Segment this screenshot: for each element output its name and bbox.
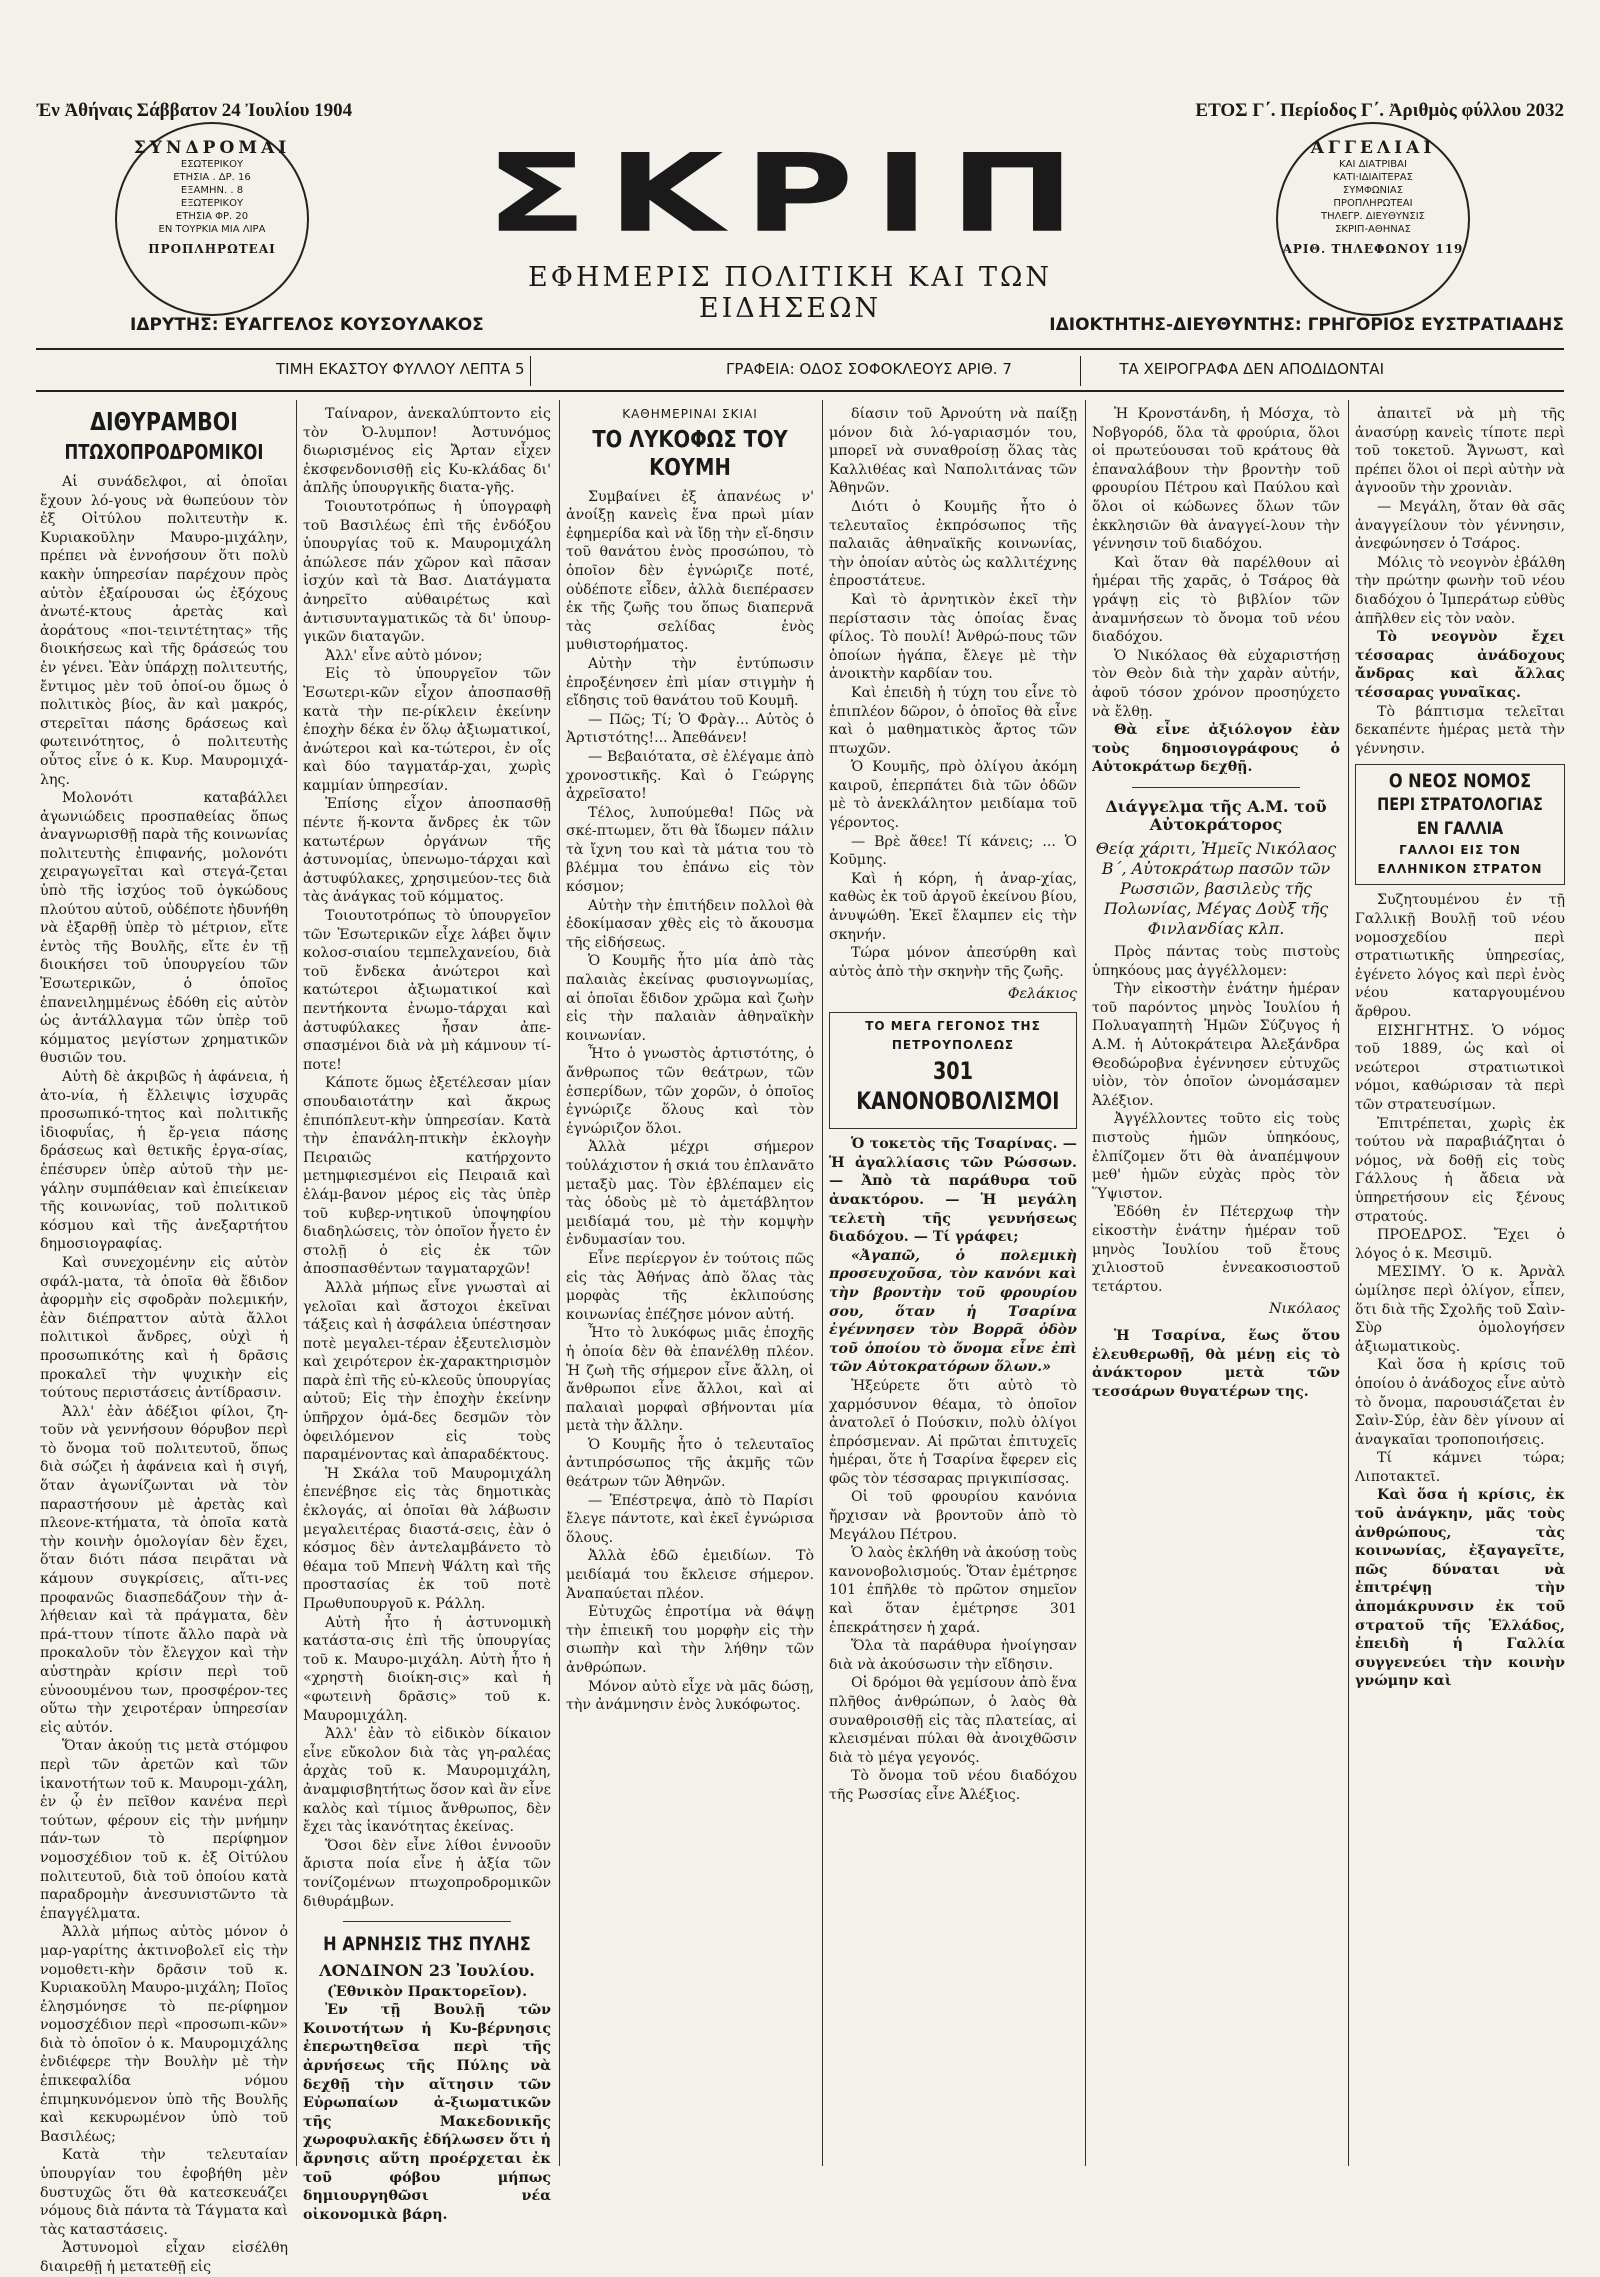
subscription-title: ΣΥΝΔΡΟΜΑΙ (133, 138, 291, 158)
paragraph: Ἡ Σκάλα τοῦ Μαυρομιχάλη ἐπενέβησε εἰς τὰς δημοτικὰς ἐκλογάς, αἱ ὁποῖαι θὰ λάβωσιν μεγαλειτέρας διαστά-σεις, ἐὰν ὁ κόσμος δὲν ἀντελαμβάνετο τὸ θέαμα τοῦ Μπενὴ Ψάλτη καὶ τῆς προστασίας ἐκ τοῦ ποτὲ Πρωθυπουργοῦ κ. Ράλλη. (303, 1465, 551, 1612)
paragraph: Καὶ τὸ ἀρνητικὸν ἐκεῖ τὴν περίστασιν τὰς ὁποίας ἔνας φίλος. Τὸ πουλί! Ἀνθρώ-πους τῶν ὁποίων ἠγάπα, ἔλεγε μὲ τὴν ἀνοικτὴν καρδίαν του. (829, 591, 1077, 683)
news-header-box (829, 1012, 1077, 1129)
advertisements-bottom: ΑΡΙΘ. ΤΗΛΕΦΩΝΟΥ 119 (1282, 242, 1464, 256)
paragraph: Ὁ Νικόλαος θὰ εὐχαριστήσῃ τὸν Θεὸν διὰ τὴν χαρὰν αὐτήν, ἀφοῦ τόσον χρόνον προσηύχετο νὰ ἔλθῃ. (1092, 647, 1340, 720)
subscription-line: ΕΤΗΣΙΑ . ΔΡ. 16 (173, 172, 251, 183)
issue-number: ΕΤΟΣ Γ΄. Περίοδος Γ΄. Ἀριθμὸς φύλλου 2032 (1195, 100, 1564, 121)
news-kicker: ΤΟ ΜΕΓΑ ΓΕΓΟΝΟΣ ΤΗΣ ΠΕΤΡΟΥΠΟΛΕΩΣ (865, 1019, 1041, 1052)
price-info: ΤΙΜΗ ΕΚΑΣΤΟΥ ΦΥΛΛΟΥ ΛΕΠΤΑ 5 (276, 360, 525, 378)
paragraph: ἀπαιτεῖ νὰ μὴ τῆς ἀνασύρῃ κανεὶς τίποτε περὶ τοῦ τοκετοῦ. Ἄγνωστ, καὶ πρέπει ὅλοι οἱ περὶ αὐτὴν νὰ ἀγνοοῦν τὴν χρονιὰν. (1355, 406, 1565, 497)
advertisements-line: ΠΡΟΠΛΗΡΩΤΕΑΙ (1333, 198, 1413, 209)
paragraph: Ὁ Κουμῆς, πρὸ ὀλίγου ἀκόμη καιροῦ, ἐπερπάτει διὰ τῶν ὁδῶν μὲ τὸ ἀνεκλάλητον μειδίαμα τοῦ γέροντος. (829, 759, 1077, 832)
subscription-bottom: ΠΡΟΠΛΗΡΩΤΕΑΙ (148, 242, 276, 256)
article-subheadline: ΠΤΩΧΟΠΡΟΔΡΟΜΙΚΟΙ (64, 440, 264, 464)
telegram-text: Ἐν τῇ Βουλῇ τῶν Κοινοτήτων ἡ Κυ-βέρνησις ἐπερωτηθεῖσα περὶ τῆς ἀρνήσεως τῆς Πύλης νὰ δεχθῇ τὴν αἴτησιν τῶν Εὐρωπαίων ἀ-ξιωματικῶν τῆς Μακεδονικῆς χωροφυλακῆς ἐδήλωσεν ὅτι ἡ ἄρνησις αὕτη προέρχεται ἐκ τοῦ φόβου μήπως δημιουργηθῶσι νέα οἰκονομικὰ βάρη. (303, 2002, 551, 2223)
column-5 (1092, 405, 1340, 2166)
paragraph: Τὸ ὄνομα τοῦ νέου διαδόχου τῆς Ρωσσίας εἶνε Ἀλέξιος. (829, 1768, 1077, 1803)
column-1 (40, 405, 288, 2275)
paragraph: Οἱ δρόμοι θὰ γεμίσουν ἀπὸ ἕνα πλῆθος ἀνθρώπων, ὁ λαὸς θὰ συναθροισθῇ εἰς τὰς πλατείας, αἱ κλεισμέναι πύλαι θὰ ἀνοιχθῶσιν διὰ τὸ μέγα γεγονός. (829, 1675, 1077, 1766)
paragraph: δίασιν τοῦ Ἀρνούτη νὰ παίξῃ μόνον διὰ λό-γαριασμόν του, μπορεῖ νὰ συναθροίσῃ ὅλας τὰς Καλλιθέας καὶ Ναπολιτάνας τῶν Ἀθηνῶν. (829, 406, 1077, 497)
masthead-rule-bottom (36, 390, 1564, 392)
advertisements-line: ΚΑΙ ΔΙΑΤΡΙΒΑΙ (1339, 159, 1407, 170)
paragraph: Τὸ νεογνὸν ἔχει τέσσαρας ἀνάδοχους ἄνδρας καὶ ἄλλας τέσσαρας γυναῖκας. (1355, 629, 1565, 701)
newspaper-title: ΣΚΡΙΠ (485, 131, 1095, 257)
paragraph: Ἀλλὰ μέχρι σήμερον τοὐλάχιστον ἡ σκιά του ἐπλανᾶτο μεταξὺ μας. Τὸν ἐβλέπαμεν εἰς τὰς ὁδοὺς μὲ τὸ ἀμετάβλητον μειδίαμά του, μὲ τὴν κομψὴν ἐνδυμασίαν του. (566, 1139, 814, 1249)
paragraph: Καὶ ἡ κόρη, ἡ ἀναρ-χίας, καθὼς ἐκ τοῦ ἀργοῦ ἐκείνου βίου, ἀνυψώθη. Ἐκεῖ ἔλαμπεν εἰς τὴν σκηνήν. (829, 870, 1077, 943)
paragraph: Ὅσοι δὲν εἶνε λίθοι ἐννοοῦν ἄριστα ποία εἶνε ἡ ἀξία τῶν τονίζομένων πτωχοπροδρομικῶν διθυράμβων. (303, 1837, 551, 1910)
paragraph: Ὅλα τὰ παράθυρα ἠνοίγησαν διὰ νὰ ἀκούσωσιν τὴν εἴδησιν. (829, 1638, 1077, 1673)
news-lead: Ὁ τοκετὸς τῆς Τσαρίνας. — Ἡ ἀγαλλίασις τῶν Ρώσσων. — Ἀπὸ τὰ παράθυρα τοῦ ἀνακτόρου. — Ἡ μεγάλη τελετὴ τῆς γεννήσεως διαδόχου. — Τί γράφει; (829, 1136, 1077, 1246)
dateline: Ἐν Ἀθήναις Σάββατον 24 Ἰουλίου 1904 (36, 100, 353, 121)
paragraph: Ἀλλὰ μήπως εἶνε γνωσταὶ αἱ γελοῖαι καὶ ἄστοχοι ἐκεῖναι τάξεις καὶ ἡ ἀσφάλεια ὑπέστησαν ποτὲ μεγαλει-τέραν ἐξευτελισμὸν καὶ χειρότερον ἐκ-χαρακτηρισμὸν παρὰ ἐπὶ τῆς εὐ-κλεοῦς ὑπουργίας αὐτοῦ; Εἰς τὴν ἐποχὴν ἐκείνην ὑπῆρχον ὁμά-δες δεσμῶν τὸν ὀφειλόμενον εἰς τοὺς παραμένοντας καὶ ἀπαραδέκτους. (303, 1279, 551, 1464)
telegram-source: (Ἐθνικὸν Πρακτορεῖον). (326, 1983, 528, 2000)
paragraph: — Μεγάλη, ὅταν θὰ σᾶς ἀναγγείλουν τὸν γέννησιν, ἀνεφώνησεν ὁ Τσάρος. (1355, 498, 1565, 553)
section-divider (343, 1921, 511, 1922)
paragraph: Ὁ Κουμῆς ἦτο μία ἀπὸ τὰς παλαιὰς ἐκείνας φυσιογνωμίας, αἱ ὁποῖαι ἔδιδον χρῶμα καὶ ζωὴν εἰς τὴν παλαιὰν ἀθηναϊκὴν κοινωνίαν. (566, 953, 814, 1044)
founder-line: ΙΔΡΥΤΗΣ: ΕΥΑΓΓΕΛΟΣ ΚΟΥΣΟΥΛΑΚΟΣ (130, 315, 484, 335)
paragraph: Τώρα μόνον ἀπεσύρθη καὶ αὐτὸς ἀπὸ τὴν σκηνὴν τῆς ζωῆς. (829, 945, 1077, 980)
proclamation-signature: Νικόλαος (1269, 1301, 1340, 1318)
paragraph: Ἡ Κρονστάνδη, ἡ Μόσχα, τὸ Νοβγορόδ, ὅλα τὰ φρούρια, ὅλοι οἱ πρωτεύουσαι τοῦ κράτους θὰ ἐπαναλάβουν τὴν βροντὴν τοῦ φρουρίου Πέτρου καὶ Παύλου καὶ ὅλοι οἱ κώδωνες ὅλων τῶν ἐκκλησιῶν θὰ ἀναγγεί-λουν τὴν γέννησιν τοῦ διαδόχου. (1092, 406, 1340, 553)
paragraph: Ἀλλὰ μήπως αὐτὸς μόνον ὁ μαρ-γαρίτης ἀκτινοβολεῖ εἰς τὴν νομοθετι-κὴν δρᾶσιν τοῦ κ. Κυριακοῦλη Μαυρο-μιχάλη; Ποῖος ἐλησμόνησε τὸ πε-ρίφημον νομοσχέδιον περὶ «προσωπι-κῶν» διὰ τὸ ὁποῖον ὁ κ. Μαυρομιχάλης ἐνδιέφερε τὴν Βουλὴν μὲ τὴν ἐπικεφαλίδα νόμου ἐπιμηκυνόμενον ὑπὸ τῆς Βουλῆς καὶ κεκυρωμένον ὑπὸ τοῦ Βασιλέως; (40, 1924, 288, 2145)
info-divider (1080, 356, 1081, 386)
paragraph: Ἦτο ὁ γνωστὸς ἀρτιστότης, ὁ ἄνθρωπος τῶν θεάτρων, τῶν ἑσπερίδων, τῶν χορῶν, ὁ ὁποῖος ἐγνώριζε ὅλους καὶ τὸν ἐγνώριζον ὅλοι. (566, 1046, 814, 1137)
paragraph: Ἦτο τὸ λυκόφως μιᾶς ἐποχῆς ἡ ὁποία δὲν θὰ ἐπανέλθῃ πλέον. Ἡ ζωὴ τῆς σήμερον εἶνε ἄλλη, οἱ ἄνθρωποι εἶνε ἄλλοι, καὶ αἱ παλαιαὶ μορφαὶ σβήνονται μία μετὰ τὴν ἄλλην. (566, 1325, 814, 1435)
paragraph: ΠΡΟΕΔΡΟΣ. Ἔχει ὁ λόγος ὁ κ. Μεσιμῦ. (1355, 1227, 1565, 1262)
info-divider (530, 356, 531, 386)
subscription-badge (115, 122, 309, 316)
paragraph: Μόνον αὐτὸ εἶχε νὰ μᾶς δώσῃ, τὴν ἀνάμνησιν ἑνὸς λυκόφωτος. (566, 1678, 814, 1714)
paragraph: Ἀλλ' εἶνε αὐτὸ μόνον; (325, 647, 483, 664)
column-rule (296, 400, 297, 2166)
paragraph: Διότι ὁ Κουμῆς ἦτο ὁ τελευταῖος ἐκπρόσωπος τῆς παλαιᾶς ἀθηναϊκῆς κοινωνίας, τὴν ὁποίαν αὐτὸς ὡς καλλιτέχνης ἐπροστάτευε. (829, 498, 1077, 590)
paragraph: Τοιουτοτρόπως ἡ ὑπογραφὴ τοῦ Βασιλέως ἐπὶ τῆς ἐνδόξου ὑπουργίας τοῦ κ. Μαυρομιχάλη ἀπώλεσε πάν χῶρον καὶ πᾶσαν ἰσχύν καὶ τὰ Βασ. Διατάγματα ἀνηρεῖτο αὐθαιρέτως καὶ ἀντισυνταγματικῶς τὰ δι' ὑπουρ-γικῶν διαταγῶν. (303, 498, 551, 646)
subscription-line: ΕΣΩΤΕΡΙΚΟΥ (180, 159, 244, 170)
proclamation-decree: Θείᾳ χάριτι, Ἡμεῖς Νικόλαος Β΄, Αὐτοκράτωρ πασῶν τῶν Ρωσσιῶν, βασιλεὺς τῆς Πολωνίας, Μέγας Δοὺξ τῆς Φινλανδίας κλπ. (1095, 839, 1337, 939)
paragraph: Ἀστυνομοὶ εἶχαν εἰσέλθη διαιρεθῇ ἡ μετατεθῇ εἰς (40, 2240, 288, 2275)
paragraph: Καὶ συνεχομένην εἰς αὐτὸν σφάλ-ματα, τὰ ὁποῖα θὰ ἔδιδον ἀφορμὴν εἰς σφοδρὰν πολεμικήν, ἐὰν διέπραττον αὐτὰ ἄλλοι πολιτικοὶ ἄνδρες, οὐχὶ ἡ προσωπικότης καὶ ἡ δρᾶσις προκαλεῖ τὴν ψυχικὴν εἰς τούτους περιστάσεις ἀντίδρασιν. (40, 1254, 288, 1402)
paragraph: — Πῶς; Τί; Ὁ Φρὰγ... Αὐτὸς ὁ Ἀρτιστότης!... Ἀπεθάνεν! (566, 711, 814, 747)
column-4 (829, 405, 1077, 2166)
paragraph: — Ἐπέστρεψα, ἀπὸ τὸ Παρίσι ἔλεγε πάντοτε, καὶ ἐκεῖ ἐγνώρισα ὅλους. (566, 1492, 814, 1546)
subscription-line: ΕΞΩΤΕΡΙΚΟΥ (180, 198, 244, 209)
column-3 (566, 405, 814, 2166)
paragraph: Οἱ τοῦ φρουρίου κανόνια ἤρχισαν νὰ βροντοῦν ἀπὸ τὸ Μεγάλου Πέτρου. (829, 1489, 1077, 1543)
paragraph: Αὐτὴ ἦτο ἡ ἀστυνομικὴ κατάστα-σις ἐπὶ τῆς ὑπουργίας τοῦ κ. Μαυρο-μιχάλη. Αὐτὴ ἦτο ἡ «χρηστὴ διοίκη-σις» καὶ ἡ «φωτεινὴ δρᾶσις» τοῦ κ. Μαυρομιχάλη. (303, 1614, 551, 1724)
paragraph: Ὅταν ἀκούῃ τις μετὰ στόμφου περὶ τῶν ἀρετῶν καὶ τῶν ἱκανοτήτων τοῦ κ. Μαυρομι-χάλη, ἐν ᾧ ἐν πεῖθον κανένα περὶ τούτων, φέρουν εἰς τὴν μνήμην πάν-των τὸ περίφημον νομοσχέδιον τοῦ κ. ἐξ Οἰτύλου πολιτευτοῦ, διὰ τοῦ ὁποίου κατὰ παραδρομὴν ἀνεσυνιστῶντο τὰ ἐπαγγέλματα. (40, 1738, 288, 1922)
paragraph: Ἀλλ' ἐὰν ἀδέξιοι φίλοι, ζη-τοῦν νὰ γεννήσουν θόρυβον περὶ τὸ ὄνομα τοῦ πολιτευτοῦ, ὅπως διὰ σώζει ἡ ἀφάνεια καὶ ἡ σιγή, ὅταν ἀγωνίζωνται νὰ τὸν παραστήσουν μὲ ἀρετὰς καὶ πλεονε-κτήματα, τὰ ὁποῖα κατὰ τὴν κοινὴν ὁμολογίαν δὲν ἔχει, ὅταν διότι πάσα πειρᾶται νὰ κάμουν συγκρίσεις, αἵτι-νες προφανῶς διασπεδάζουν τὴν ἀ-λήθειαν καὶ τὰ πράγματα, δὲν πρά-ττουν τίποτε ἄλλο παρὰ νὰ προκαλοῦν τὸν ἔλεγχον καὶ τὴν αὐστηρὰν κρίσιν περὶ τοῦ εὐνοουμένου των, προσφέρον-τες οὕτω τὴν χειροτέραν ὑπηρεσίαν εἰς αὐτόν. (40, 1403, 288, 1736)
section-kicker: ΚΑΘΗΜΕΡΙΝΑΙ ΣΚΙΑΙ (622, 407, 758, 421)
paragraph: Ἀλλ' ἐὰν τὸ εἰδικὸν δίκαιον εἶνε εὔκολον διὰ τὰς γη-ραλέας ἀρχὰς τοῦ κ. Μαυρομιχάλη, ἀναμφισβητήτως ὅσον καὶ ἂν εἶνε καλὸς καὶ τίμιος ἄνθρωπος, δὲν ἔχει τὰς ἱκανότητας ἐκείνας. (303, 1726, 551, 1836)
info-bar (36, 357, 1564, 385)
paragraph: Τί κάμνει τώρα; Λιποτακτεῖ. (1355, 1450, 1565, 1485)
paragraph: Μόλις τὸ νεογνὸν ἐβάλθη τὴν πρώτην φωνὴν τοῦ νέου διαδόχου ὁ Ἰμπεράτωρ εὐθὺς ἀπῆλθεν εἰς τὸν ναὸν. (1355, 554, 1565, 627)
telegram-dateline: ΛΟΝΔΙΝΟΝ 23 Ἰουλίου. (319, 1961, 535, 1981)
paragraph: Ἀγγέλλοντες τοῦτο εἰς τοὺς πιστοὺς ἡμῶν ὑπηκόους, ἐλπίζομεν ὅτι θὰ ἀναπέμψουν μεθ' ἡμῶν εὐχὰς πρὸς τὸν Ὕψιστον. (1092, 1111, 1340, 1202)
paragraph: — Βεβαιότατα, σὲ ἐλέγαμε ἀπὸ χρονοστικῆς. Καὶ ὁ Γεώργης ἀχρεῖσατο! (566, 748, 814, 803)
paragraph: Καὶ ὅσα ἡ κρίσις τοῦ ὁποίου ὁ ἀνάδοχος εἶνε αὐτὸ τὸ ὄνομα, παρουσιάζεται ἐν Σαὶν-Σύρ, ἐὰν δὲν γίνουν αἱ ἀναγκαῖαι τροποποιήσεις. (1355, 1357, 1565, 1448)
paragraph: Ἀλλὰ ἐδῶ ἐμειδίων. Τὸ μειδίαμά του ἔκλεισε σήμερον. Ἀναπαύεται πλέον. (566, 1548, 814, 1602)
paragraph: Καὶ ὅταν θὰ παρέλθουν αἱ ἡμέραι τῆς χαρᾶς, ὁ Τσάρος θὰ γράψῃ εἰς τὸ βιβλίον τῶν ἀναμνήσεων τὸ ὄνομα τοῦ νέου διαδόχου. (1092, 554, 1340, 646)
paragraph: Αὐτὴν τὴν ἐπιτήδειν πολλοὶ θὰ ἐδοκίμασαν χθὲς εἰς τὸ ἄκουσμα τῆς εἰδήσεως. (566, 897, 814, 951)
paragraph: Τὸ βάπτισμα τελεῖται δεκαπέντε ἡμέρας μετὰ τὴν γέννησιν. (1355, 703, 1565, 757)
paragraph: Συμβαίνει ἐξ ἀπανέως ν' ἀνοίξῃ κανεὶς ἕνα πρωὶ μίαν ἐφημερίδα καὶ νὰ ἴδῃ τὴν εἴ-δησιν τοῦ θανάτου ἑνὸς προσώπου, τὸ ὁποῖον δὲν ἐγνώριζε ποτέ, οὐδέποτε εἶδεν, ἀλλὰ διεπέρασεν ἐκ τῆς ζωῆς του ὅπως διαπερνᾶ τὰς σελίδας ἑνὸς μυθιστορήματος. (566, 488, 814, 654)
paragraph: Συζητουμένου ἐν τῇ Γαλλικῇ Βουλῇ τοῦ νέου νομοσχεδίου περὶ στρατιωτικῆς ὑπηρεσίας, ἐγένετο λόγος καὶ περὶ ἐνὸς νέου καταργουμένου ἄρθρου. (1355, 892, 1565, 1021)
owner-line: ΙΔΙΟΚΤΗΤΗΣ-ΔΙΕΥΘΥΝΤΗΣ: ΓΡΗΓΟΡΙΟΣ ΕΥΣΤΡΑΤΙΑΔΗΣ (1049, 315, 1564, 335)
subscription-line: ΕΤΗΣΙΑ ΦΡ. 20 (175, 211, 249, 222)
paragraph: Μολονότι καταβάλλει ἀγωνιώδεις προσπαθείας ὅπως ἀναγνωρισθῇ παρὰ τῆς κοινωνίας πολιτευτὴς ἐπιφανής, μολονότι χειραγωγεῖται καὶ στεγά-ζεται ὑπὸ τῆς ἰσχύος τοῦ ὀγκώδους πλούτου αὐτοῦ, οὐδέποτε ἠδυνήθη νὰ ἐξαρθῇ ὑπὲρ τὸ μέτριον, εἴτε ἐντὸς τῆς Βουλῆς, εἴτε ἐν τῇ διοικήσει τοῦ ὑπουργείου τῶν Ἐσωτερικῶν, ὁ ὁποῖος ἐπανειλημμένως ἐδόθη εἰς αὐτὸν ὡς ἀντάλλαγμα τῶν ὑπὲρ τοῦ κόμματος μεγίστων χρηματικῶν θυσιῶν του. (40, 790, 288, 1067)
advertisements-badge (1276, 122, 1470, 316)
telegram-headline: Η ΑΡΝΗΣΙΣ ΤΗΣ ΠΥΛΗΣ (323, 1933, 531, 1956)
paragraph: Ὁ λαὸς ἐκλήθη νὰ ἀκούσῃ τοὺς κανονοβολισμούς. Ὅταν ἐμέτρησε 101 ἐπῆλθε τὸ πρῶτον σημεῖον καὶ ὅταν ἐμέτρησε 301 ἐπεκράτησεν ἡ χαρά. (829, 1545, 1077, 1636)
author-signature: Φελάκιος (1007, 986, 1077, 1003)
law-headline: Ο ΝΕΟΣ ΝΟΜΟΣ (1388, 770, 1532, 793)
paragraph: Αὐτὴ δὲ ἀκριβῶς ἡ ἀφάνεια, ἡ ἀτο-νία, ἡ ἔλλειψις ἰσχυρᾶς προσωπικό-τητος καὶ πολιτικῆς ἰδιοφυΐας, ἡ ἔρ-γεια πάσης δράσεως καὶ θετικῆς ἐργα-σίας, ἐπέσυρεν ὑπὲρ αὐτοῦ τὴν με-γάλην συμπάθειαν καὶ ἐπιείκειαν τῆς κοινωνίας, τοῦ πολιτικοῦ κόσμου καὶ τῆς ἀνεξαρτήτου δημοσιογραφίας. (40, 1069, 288, 1253)
advertisements-line: ΤΗΛΕΓΡ. ΔΙΕΥΘΥΝΣΙΣ (1320, 211, 1425, 222)
paragraph: Τέλος, λυπούμεθα! Πῶς νὰ σκέ-πτωμεν, ὅτι θὰ ἴδωμεν πάλιν τὰ ἴχνη του καὶ τὰ μάτια του τὸ βλέμμα του ἐπάνω εἰς τὸν κόσμον; (566, 804, 814, 896)
paragraph: Τοιουτοτρόπως τὸ ὑπουργεῖον τῶν Ἐσωτερικῶν εἶχε λάβει ὄψιν κολοσ-σιαίου τεμπελχανείου, διὰ τοῦ ἔνδεκα ἀνώτεροι καὶ κατώτεροι ἀξιωματικοί καὶ πεντήκοντα ἐνωμο-τάρχαι καὶ ἀστυφύλακες ἦσαν ἀπε-σπασμένοι διὰ νὰ μὴ κάμνουν τί-ποτε! (303, 908, 551, 1073)
paragraph: Ὁ Κουμῆς ἦτο ὁ τελευταῖος ἀντιπρόσωπος τῆς ἀκμῆς τῶν θεάτρων τῶν Ἀθηνῶν. (566, 1436, 814, 1491)
column-rule (1348, 400, 1349, 2166)
paragraph: Εἰς τὸ ὑπουργεῖον τῶν Ἐσωτερι-κῶν εἶχον ἀποσπασθῇ κατὰ τὴν πε-ρίκλειν ἐκείνην ἐποχὴν δέκα ἐν ὅλῳ ἀξιωματικοί, ἀνώτεροι καὶ κα-τώτεροι, ἐν οἷς καὶ δύο ταγματάρ-χαι, χωρὶς καμμίαν ὑπηρεσίαν. (303, 666, 551, 794)
paragraph: Ἡ Τσαρίνα, ἕως ὅτου ἐλευθερωθῇ, θὰ μένῃ εἰς τὸ ἀνάκτορον μετὰ τῶν τεσσάρων θυγατέρων της. (1092, 1327, 1340, 1400)
paragraph: Πρὸς πάντας τοὺς πιστοὺς ὑπηκόους μας ἀγγέλλομεν: (1092, 944, 1340, 979)
article-headline: ΔΙΘΥΡΑΜΒΟΙ (90, 407, 238, 436)
law-header-box (1355, 764, 1565, 885)
paragraph: Εὐτυχῶς ἐπροτίμα νὰ θάψῃ τὴν ἐπιεικῆ του μορφὴν εἰς τὴν σιωπὴν καὶ τὴν λήθην τῶν ἀνθρώπων. (566, 1604, 814, 1676)
paragraph: ΜΕΣΙΜΥ. Ὁ κ. Ἀρνὰλ ὡμίλησε περὶ ὀλίγον, εἶπεν, ὅτι διὰ τῆς Σχολῆς τοῦ Σαὶν-Σὺρ ὁμολογήσεν ἀξιωματικοὺς. (1355, 1264, 1565, 1355)
paragraph: Αἱ συνάδελφοι, αἱ ὁποῖαι ἔχουν λό-γους νὰ θωπεύουν τὸν ἐξ Οἰτύλου πολιτευτὴν κ. Κυριακοῦλην Μαυρο-μιχάλην, πρέπει νὰ ἐννοήσουν ὅτι πολὺ κακὴν ὑπηρεσίαν παρέχουν πρὸς αὐτὸν ἐξαίρουσαι ὡς ἐξόχους ἀνωτέ-κτους ἀρετὰς καὶ ἀοράτους «ποι-τειντέτητας» τῆς διοικήσεως καὶ τῆς δράσεώς του ἐν γένει. Ἐὰν ὑπάρχῃ πολιτευτής, ἔντιμος μὲν τοῦ ὁποί-ου ὅμως ὁ πολιτικὸς βίος, ἂν καὶ μακρός, στερεῖται πάσης δράσεως καὶ φωτεινότητος, ὁ πολιτευτὴς οὗτος εἶνε ὁ κ. Κυρ. Μαυρομιχά-λης. (40, 474, 288, 788)
column-rule (559, 400, 560, 2166)
paragraph: Καὶ ἐπειδὴ ἡ τύχη του εἶνε τὸ ἐπιπλέον δῶρον, ὁ ὁποῖος θὰ εἶνε καὶ ὁ μαθηματικὸς ἄρτος τῶν πτωχῶν. (829, 684, 1077, 757)
advertisements-title: ΑΓΓΕΛΙΑΙ (1310, 138, 1436, 158)
paragraph: Εἶνε περίεργον ἐν τούτοις πῶς εἰς τὰς Ἀθήνας ἀπὸ ὅλας τὰς μορφὰς τῆς ἐκλιπούσης κοινωνίας ἐπέζησε μόνον αὐτή. (566, 1250, 814, 1323)
subscription-line: ΕΞΑΜΗΝ. . 8 (180, 185, 244, 196)
paragraph: ΕΙΣΗΓΗΤΗΣ. Ὁ νόμος τοῦ 1889, ὡς καὶ οἱ νεώτεροι στρατιωτικοὶ νόμοι, καθώρισαν τὰ περὶ τῶν στρατευσίμων. (1355, 1022, 1565, 1113)
paragraph: Ἠξεύρετε ὅτι αὐτὸ τὸ χαρμόσυνον θέαμα, τὸ ὁποῖον ἀνατολεῖ ὁ Πούσκιν, πολὺ ὀλίγοι ἐπρόσμεναν. Αἱ πρῶται ἐπιτυχεῖς ἡμέραι, ὅτε ἡ Τσαρίνα ἔφερεν εἰς φῶς τὸν τέσσαρας πριγκιπίσσας. (829, 1377, 1077, 1487)
paragraph: Ταίναρον, ἀνεκαλύπτοντο εἰς τὸν Ὀ-λυμπον! Ἀστυνόμος διωρισμένος εἰς Ἄρταν εἶχεν ἐκσφενδονισθῇ εἰς Κυ-κλάδας δι' ἁπλῆς ὑπουργικῆς διατα-γῆς. (303, 406, 551, 497)
column-2 (303, 405, 551, 2223)
news-headline: 301 ΚΑΝΟΝΟΒΟΛΙΣΜΟΙ (856, 1057, 1060, 1116)
masthead-rule-top (36, 348, 1564, 350)
column-rule (822, 400, 823, 2166)
paragraph: Ἐπιτρέπεται, χωρὶς ἐκ τούτου νὰ παραβιάζηται ὁ νόμος, νὰ δοθῇ εἰς τοὺς Γάλλους ἡ ἄδεια νὰ ὑπηρετήσουν εἰς ξένους στρατούς. (1355, 1115, 1565, 1225)
masthead-topline (36, 100, 1564, 122)
advertisements-line: ΣΚΡΙΠ-ΑΘΗΝΑΣ (1335, 224, 1411, 235)
paragraph: Καὶ ὅσα ἡ κρίσις, ἐκ τοῦ ἀνάγκην, μᾶς τοὺς ἀνθρώπους, τὰς κοινωνίας, ἐξαγαγεῖτε, πῶς δύναται νὰ ἐπιτρέψῃ τὴν ἀπομάκρυνσιν ἐκ τοῦ στρατοῦ τῆς Ἑλλάδος, ἐπειδὴ ἡ Γαλλία συγγενεύει τὴν κοινὴν γνώμην καὶ (1355, 1487, 1565, 1690)
paragraph: Τὴν εἰκοστὴν ἐνάτην ἡμέραν τοῦ παρόντος μηνὸς Ἰουλίου ἡ Πολυαγαπητὴ Ἡμῶν Σύζυγος ἡ Α.Μ. ἡ Αὐτοκράτειρα Ἀλεξάνδρα Θεοδώροβνα ἐγέννησεν εὐτυχῶς υἱὸν, τὸν ὁποῖον ὠνομάσαμεν Ἀλέξιον. (1092, 981, 1340, 1109)
paragraph: — Βρὲ ἄθεε! Τί κάνεις; ... Ὁ Κοῦμης. (829, 833, 1077, 869)
proclamation-heading: Διάγγελμα τῆς Α.Μ. τοῦ Αὐτοκράτορος (1105, 796, 1327, 835)
paragraph: Ἐπίσης εἶχον ἀποσπασθῇ πέντε ἥ-κοντα ἄνδρες ἐκ τῶν κατωτέρων ὀργάνων τῆς ἀστυνομίας, ὑπενωμο-τάρχαι καὶ ἀστυφύλακες, χρησιμεύον-τες διὰ τὰς ἀνάγκας τοῦ κόμματος. (303, 796, 551, 906)
paragraph: Ἐδόθη ἐν Πέτερχωφ τὴν εἰκοστὴν ἐνάτην ἡμέραν τοῦ μηνὸς Ἰουλίου τοῦ ἔτους χιλιοστοῦ ἐννεακοσιοστοῦ τετάρτου. (1092, 1204, 1340, 1295)
office-info: ΓΡΑΦΕΙΑ: ΟΔΟΣ ΣΟΦΟΚΛΕΟΥΣ ΑΡΙΘ. 7 (726, 360, 1012, 378)
advertisements-line: ΚΑΤΙ·ΙΔΙΑΙΤΕΡΑΣ (1333, 172, 1413, 183)
news-quote: «Ἀγαπῶ, ὁ πολεμικὴ προσευχοῦσα, τὸν κανόνι καὶ τὴν βροντὴν τοῦ φρουρίου σου, ὅταν ἡ Τσαρίνα ἐγέννησεν τὸν Βορρᾶ ὁδὸν τοῦ ὁποίου τὸ ὄνομα εἶνε ἐπὶ τῶν Αὐτοκρατόρων ὅλων.» (829, 1247, 1077, 1376)
subscription-line: ΕΝ ΤΟΥΡΚΙΑ ΜΙΑ ΛΙΡΑ (158, 224, 266, 235)
column-rule (1085, 400, 1086, 2166)
paragraph: Κατὰ τὴν τελευταίαν ὑπουργίαν του ἐφοβήθη μὲν δυστυχῶς ὅτι θὰ κατεσκευάζει νόμους διὰ πάντα τὰ Τάγματα καὶ τὰς καταστάσεις. (40, 2147, 288, 2238)
column-6 (1355, 405, 1565, 2166)
paragraph: Αὐτὴν τὴν ἐντύπωσιν ἐπροξένησεν ἐπὶ μίαν στιγμὴν ἡ εἴδησις τοῦ θανάτου τοῦ Κουμῆ. (566, 655, 814, 710)
law-subheadline: ΓΑΛΛΟΙ ΕΙΣ ΤΟΝ ΕΛΛΗΝΙΚΟΝ ΣΤΡΑΤΟΝ (1377, 843, 1543, 876)
law-headline-2: ΠΕΡΙ ΣΤΡΑΤΟΛΟΓΙΑΣ ΕΝ ΓΑΛΛΙΑ (1377, 795, 1543, 840)
advertisements-line: ΣΥΜΦΩΝΙΑΣ (1342, 185, 1404, 196)
manuscripts-info: ΤΑ ΧΕΙΡΟΓΡΑΦΑ ΔΕΝ ΑΠΟΔΙΔΟΝΤΑΙ (1119, 360, 1384, 378)
paragraph: Κάποτε ὅμως ἐξετέλεσαν μίαν σπουδαιοτάτην καὶ ἄκρως ἐπιπόπλευτ-κὴν ὑπηρεσίαν. Κατὰ τὴν ἐπανάλη-πτικὴν ἐκλογὴν Πειραιῶς κατήρχοντο μετημφιεσμένοι εἰς Πειραιᾶ καὶ ἐλάμ-βανον μέρος εἰς τὰς ὑπὲρ τοῦ κυβερ-νητικοῦ ὑποψηφίου διαδηλώσεις, τὸν ὁποῖον ἦγετο ἐν στολῇ ὁ εἰς ἐκ τῶν ἀποσπασθέντων ταγματαρχῶν! (303, 1075, 551, 1278)
paragraph: Θὰ εἶνε ἀξιόλογον ἐὰν τοὺς δημοσιογράφους ὁ Αὐτοκράτωρ δεχθῇ. (1092, 722, 1340, 776)
section-divider (1132, 787, 1300, 788)
article-headline: ΤΟ ΛΥΚΟΦΩΣ ΤΟΥ ΚΟΥΜΗ (592, 426, 788, 481)
newspaper-subtitle: ΕΦΗΜΕΡΙΣ ΠΟΛΙΤΙΚΗ ΚΑΙ ΤΩΝ ΕΙΔΗΣΕΩΝ (527, 262, 1052, 324)
